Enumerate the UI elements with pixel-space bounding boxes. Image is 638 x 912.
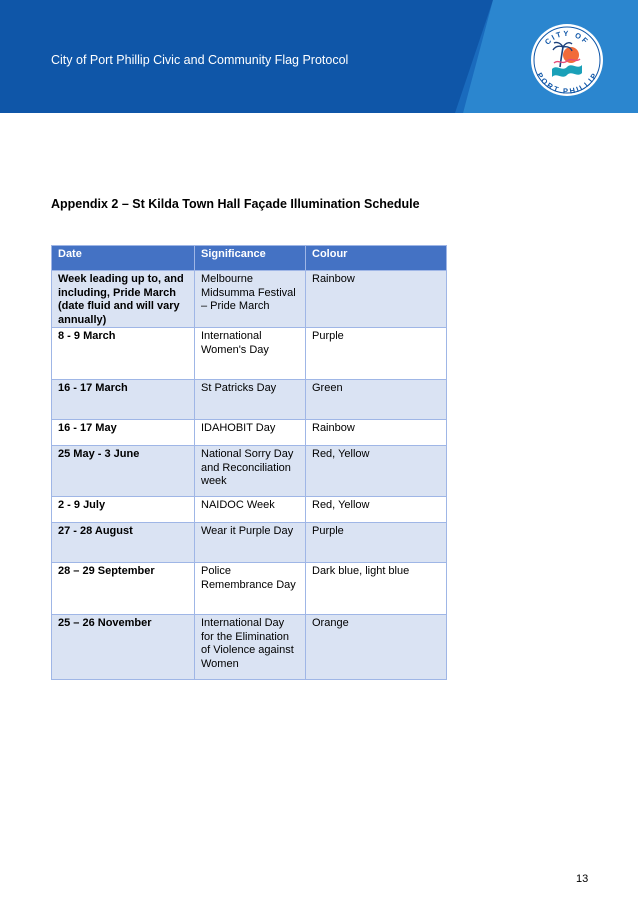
logo-text-bottom: PORT PHILLIP	[534, 71, 600, 96]
table-row	[52, 380, 447, 420]
table-row	[52, 563, 447, 615]
city-of-port-phillip-logo	[530, 23, 604, 97]
cell-date: Week leading up to, and including, Pride March (date fluid and will vary annually)	[52, 271, 195, 328]
cell-date: 27 - 28 August	[52, 523, 195, 563]
cell-significance: St Patricks Day	[195, 380, 306, 420]
page-number: 13	[576, 873, 589, 885]
cell-date: 2 - 9 July	[52, 497, 195, 523]
illumination-schedule-table	[51, 245, 447, 680]
table-header-row	[52, 246, 447, 271]
cell-significance: Police Remembrance Day	[195, 563, 306, 615]
table-row	[52, 420, 447, 446]
table-row	[52, 271, 447, 328]
cell-significance: International Day for the Elimination of Violence against Women	[195, 615, 306, 680]
cell-colour: Green	[306, 380, 447, 420]
cell-colour: Rainbow	[306, 271, 447, 328]
table-row	[52, 615, 447, 680]
appendix-heading: Appendix 2 – St Kilda Town Hall Façade Illumination Schedule	[51, 197, 420, 211]
table-row	[52, 328, 447, 380]
header-banner	[0, 0, 638, 113]
cell-significance: NAIDOC Week	[195, 497, 306, 523]
cell-date: 16 - 17 May	[52, 420, 195, 446]
cell-significance: Melbourne Midsumma Festival – Pride March	[195, 271, 306, 328]
table-row	[52, 497, 447, 523]
cell-significance: IDAHOBIT Day	[195, 420, 306, 446]
table-row	[52, 446, 447, 497]
header-significance: Significance	[195, 246, 306, 271]
cell-date: 8 - 9 March	[52, 328, 195, 380]
cell-colour: Red, Yellow	[306, 497, 447, 523]
cell-colour: Red, Yellow	[306, 446, 447, 497]
cell-colour: Purple	[306, 328, 447, 380]
cell-significance: International Women's Day	[195, 328, 306, 380]
logo-text-top: CITY OF	[543, 28, 592, 47]
header-date: Date	[52, 246, 195, 271]
cell-colour: Rainbow	[306, 420, 447, 446]
cell-colour: Dark blue, light blue	[306, 563, 447, 615]
cell-date: 28 – 29 September	[52, 563, 195, 615]
cell-significance: Wear it Purple Day	[195, 523, 306, 563]
cell-colour: Orange	[306, 615, 447, 680]
cell-date: 25 May - 3 June	[52, 446, 195, 497]
document-title: City of Port Phillip Civic and Community Flag Protocol	[51, 53, 349, 67]
cell-colour: Purple	[306, 523, 447, 563]
cell-significance: National Sorry Day and Reconciliation week	[195, 446, 306, 497]
table-row	[52, 523, 447, 563]
cell-date: 16 - 17 March	[52, 380, 195, 420]
cell-date: 25 – 26 November	[52, 615, 195, 680]
header-colour: Colour	[306, 246, 447, 271]
